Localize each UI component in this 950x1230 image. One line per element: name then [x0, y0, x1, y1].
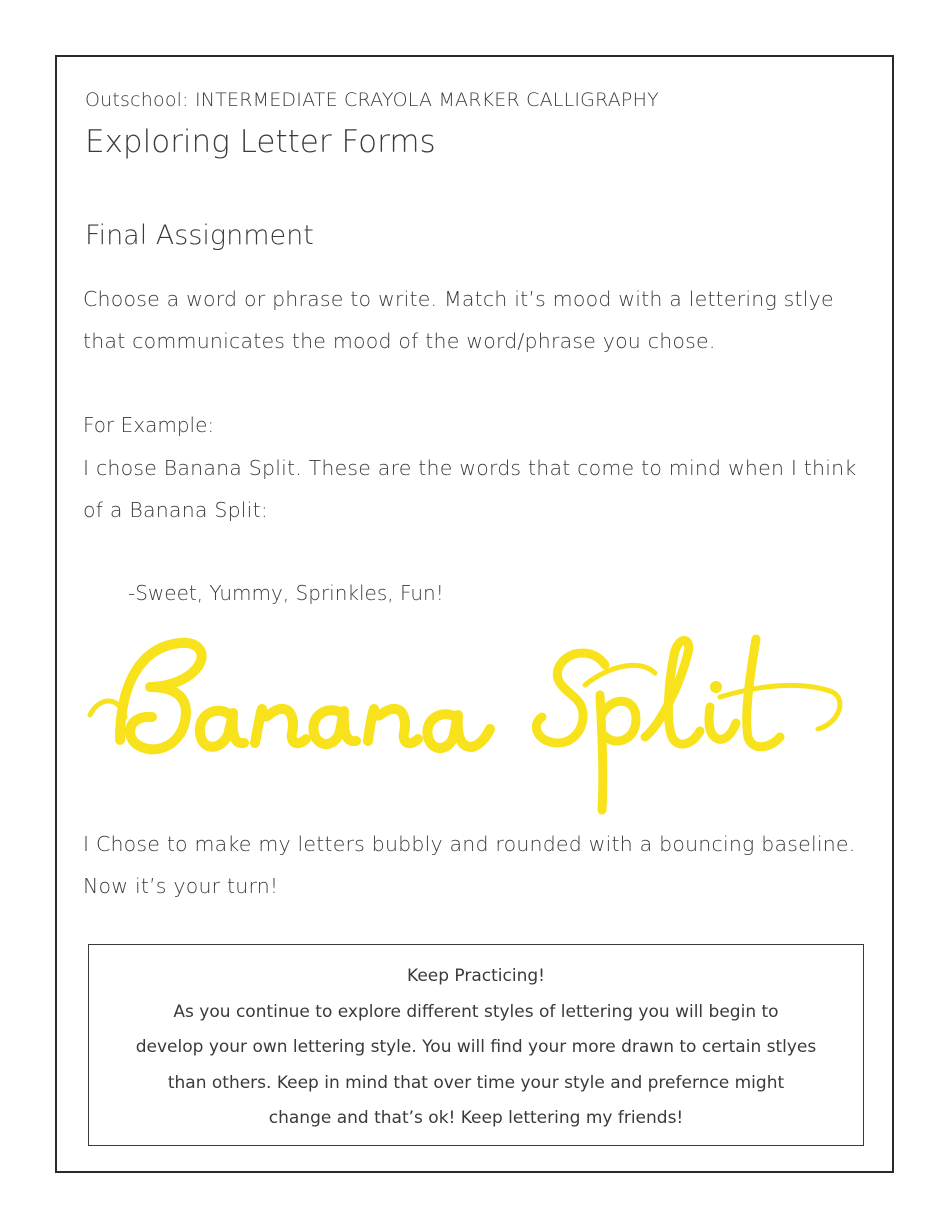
lettering-stroke — [200, 711, 244, 747]
lettering-stroke — [600, 695, 636, 810]
note-line-1: As you continue to explore different styles of lettering you will begin to — [173, 1001, 779, 1022]
lettering-stroke — [585, 665, 655, 685]
lettering-stroke — [427, 714, 490, 748]
lettering-stroke — [645, 641, 700, 745]
note-heading: Keep Practicing! — [407, 966, 545, 986]
word-list: -Sweet, Yummy, Sprinkles, Fun! — [128, 581, 444, 605]
banana-split-lettering — [80, 625, 850, 825]
lettering-stroke — [747, 639, 780, 747]
example-line-1: I chose Banana Split. These are the words that come to mind when I think — [83, 456, 857, 480]
note-line-4: change and that’s ok! Keep lettering my friends! — [268, 1108, 684, 1128]
lettering-stroke — [536, 653, 605, 743]
lettering-stroke — [709, 707, 736, 739]
page-title: Exploring Letter Forms — [85, 124, 436, 160]
instructions-line-1: Choose a word or phrase to write. Match it’s mood with a lettering stlye — [83, 287, 834, 311]
explanation-line-1: I Chose to make my letters bubbly and rounded with a bouncing baseline. — [83, 832, 856, 856]
course-name: Outschool: INTERMEDIATE CRAYOLA MARKER CALLIGRAPHY — [85, 89, 659, 111]
lettering-stroke — [313, 710, 356, 744]
example-line-2: of a Banana Split: — [83, 498, 268, 522]
note-line-3: than others. Keep in mind that over time your style and prefernce might — [167, 1072, 785, 1093]
lettering-stroke — [120, 643, 202, 750]
example-label: For Example: — [83, 413, 215, 437]
explanation-line-2: Now it’s your turn! — [83, 874, 279, 898]
lettering-stroke — [368, 709, 418, 743]
keep-practicing-box — [88, 944, 864, 1146]
lettering-stroke — [255, 709, 306, 743]
note-line-2: develop your own lettering style. You will find your more drawn to certain stlyes — [135, 1037, 817, 1057]
lettering-dot — [710, 681, 722, 693]
instructions-line-2: that communicates the mood of the word/phrase you chose. — [83, 329, 716, 353]
section-heading: Final Assignment — [85, 220, 314, 251]
